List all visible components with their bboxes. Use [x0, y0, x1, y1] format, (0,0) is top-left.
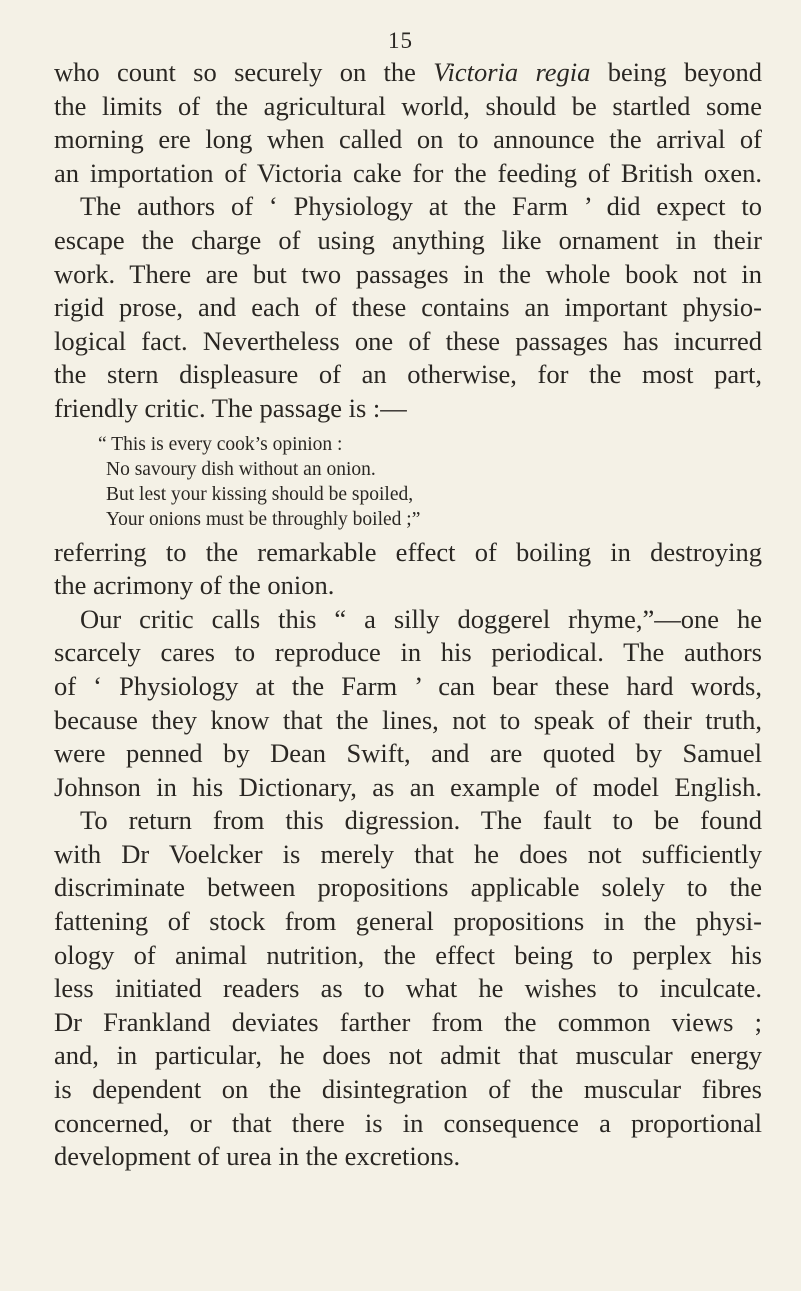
text-line: the acrimony of the onion. [54, 570, 335, 601]
text-line: friendly critic. The passage is :— [54, 392, 407, 423]
poem-line: “ This is every cook’s opinion : [98, 433, 343, 455]
text-line: the stern displeasure of an otherwise, for the most part, [54, 359, 762, 390]
text-line: The authors of ‘ Physiology at the Farm ’ did expect to [80, 191, 762, 222]
text-line: with Dr Voelcker is merely that he does not sufficiently [54, 838, 762, 869]
text-line: the limits of the agricultural world, should be startled some [54, 90, 762, 121]
text-line: development of urea in the excretions. [54, 1141, 461, 1172]
text-line: concerned, or that there is in consequence a proportional [54, 1107, 762, 1138]
text-line: who count so securely on the Victoria regia being beyond [54, 57, 762, 87]
text-line: were penned by Dean Swift, and are quoted by Samuel [54, 738, 762, 769]
quoted-poem [98, 432, 762, 532]
text-line: Our critic calls this “ a silly doggerel rhyme,”—one he [80, 603, 762, 634]
text-line: Johnson in his Dictionary, as an example of model English. [54, 771, 762, 802]
page-number: 15 [388, 28, 413, 53]
paragraph-victoria-cake [54, 56, 762, 190]
paragraph-authors-ornament [54, 190, 762, 425]
text-line: of ‘ Physiology at the Farm ’ can bear these hard words, [54, 670, 762, 701]
text-line: fattening of stock from general propositions in the physi- [54, 906, 762, 937]
text-line: an importation of Victoria cake for the feeding of British oxen. [54, 157, 762, 188]
text-line: less initiated readers as to what he wishes to inculcate. [54, 973, 762, 1004]
text-line: rigid prose, and each of these contains an important physio- [54, 292, 762, 323]
text-line: scarcely cares to reproduce in his periodical. The authors [54, 637, 762, 668]
text-line: Dr Frankland deviates farther from the common views ; [54, 1006, 762, 1037]
text-line: logical fact. Nevertheless one of these passages has incurred [54, 325, 762, 356]
text-line: morning ere long when called on to announce the arrival of [54, 124, 762, 155]
poem-line: But lest your kissing should be spoiled, [106, 483, 414, 505]
italic-term: Victoria regia [433, 57, 591, 87]
poem-line: No savoury dish without an onion. [106, 458, 376, 480]
text-line: because they know that the lines, not to speak of their truth, [54, 704, 762, 735]
text-line: ology of animal nutrition, the effect being to perplex his [54, 939, 762, 970]
text-line: work. There are but two passages in the whole book not in [54, 258, 762, 289]
text-line: and, in particular, he does not admit that muscular energy [54, 1040, 762, 1071]
text-line: discriminate between propositions applicable solely to the [54, 872, 762, 903]
body-text [54, 56, 762, 1174]
paragraph-onion-boiling [54, 536, 762, 603]
paragraph-critic-doggerel [54, 603, 762, 805]
text-line: referring to the remarkable effect of boiling in destroying [54, 536, 762, 567]
paragraph-voelcker-frankland [54, 804, 762, 1174]
text-line: is dependent on the disintegration of the muscular fibres [54, 1074, 762, 1105]
text-line: To return from this digression. The fault to be found [80, 805, 762, 836]
text-line: escape the charge of using anything like ornament in their [54, 224, 762, 255]
poem-line: Your onions must be throughly boiled ;” [106, 508, 421, 530]
